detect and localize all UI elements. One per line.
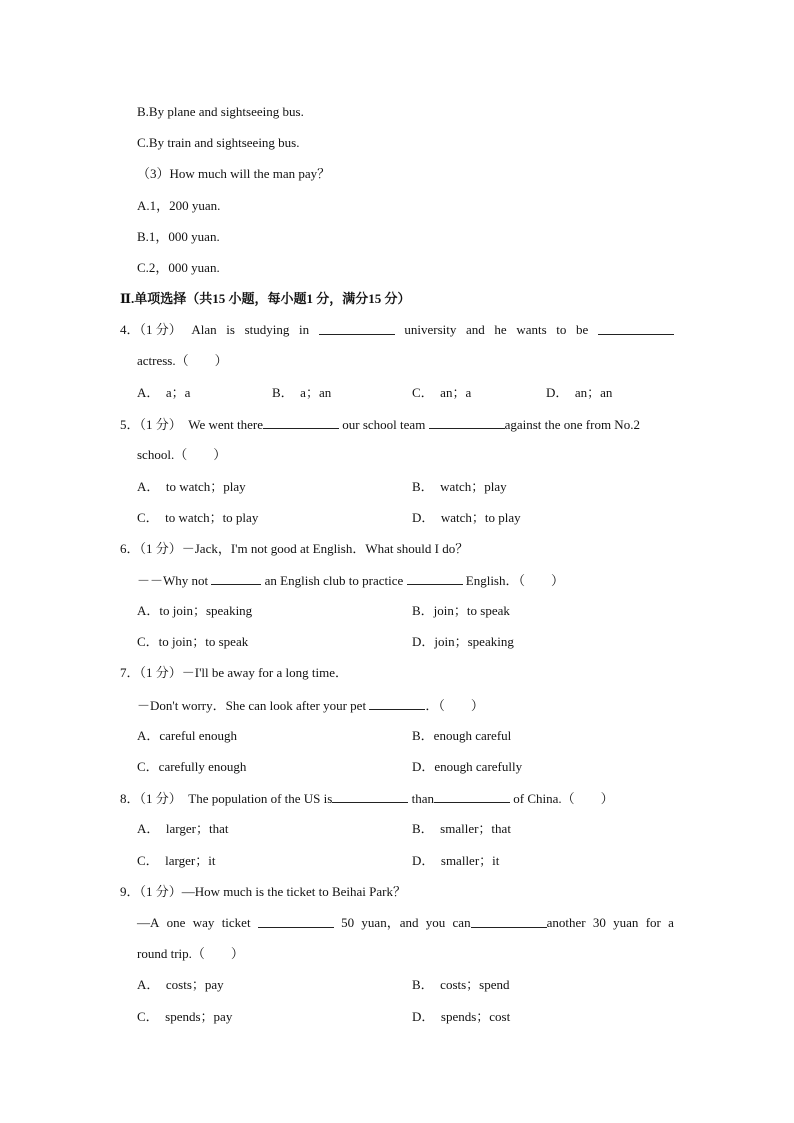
question-6-line2	[137, 572, 564, 589]
answer-blank[interactable]	[471, 915, 547, 928]
option-c[interactable]: C． spends；pay	[137, 1009, 233, 1024]
option-b[interactable]: B． costs；spend	[412, 977, 510, 992]
option-c[interactable]: C． an；a	[412, 385, 472, 400]
question-9-line1: 9．（1 分）—How much is the ticket to Beihai Park？	[120, 884, 406, 899]
question-text: ．（ ）	[425, 698, 484, 713]
option-c: C.By train and sightseeing bus.	[137, 135, 300, 150]
question-text: against the one from No.2	[504, 417, 640, 432]
section-title: Ⅱ.单项选择（共15 小题，每小题1 分，满分15 分）	[120, 291, 411, 306]
word: one	[166, 915, 186, 930]
option-c[interactable]: C．to join；to speak	[137, 634, 249, 649]
option-a[interactable]: A． costs；pay	[137, 977, 224, 992]
word: another	[546, 915, 586, 930]
question-7-line2	[137, 697, 484, 714]
question-number: 5．（1 分）	[120, 417, 182, 432]
answer-blank[interactable]	[598, 322, 674, 335]
option-c[interactable]: C．carefully enough	[137, 759, 247, 774]
word: way	[192, 915, 215, 930]
answer-blank[interactable]	[319, 322, 395, 335]
question-number: 8．（1 分）	[120, 791, 182, 806]
answer-blank[interactable]	[263, 416, 339, 429]
option-a[interactable]: A． to watch；play	[137, 479, 246, 494]
question-5-line1	[120, 416, 640, 433]
word: studying	[244, 322, 290, 337]
answer-blank[interactable]	[258, 915, 334, 928]
word: Alan	[191, 322, 217, 337]
question-9-line3: round trip.（ ）	[137, 946, 244, 961]
question-6-line1: 6．（1 分）－Jack，I'm not good at English．What should I do？	[120, 541, 469, 556]
option-d[interactable]: D．enough carefully	[412, 759, 523, 774]
option-d[interactable]: D．join；speaking	[412, 634, 514, 649]
word: yuan，and	[361, 915, 419, 930]
word-group	[453, 915, 586, 931]
question-text: than	[408, 791, 434, 806]
question-text: The population of the US is	[188, 791, 333, 806]
option-d[interactable]: D． watch；to play	[412, 510, 521, 525]
word: is	[226, 322, 235, 337]
question-text: an English club to practice	[261, 573, 407, 588]
option-c[interactable]: C． to watch；to play	[137, 510, 259, 525]
question-4-line2: actress.（ ）	[137, 353, 228, 368]
option-d[interactable]: D． spends；cost	[412, 1009, 511, 1024]
answer-blank[interactable]	[369, 697, 425, 710]
answer-blank[interactable]	[332, 790, 408, 803]
answer-blank[interactable]	[211, 572, 261, 585]
option-d[interactable]: D． smaller；it	[412, 853, 500, 868]
word: and	[466, 322, 485, 337]
option-b[interactable]: B．join；to speak	[412, 603, 510, 618]
option-d[interactable]: D． an；an	[546, 385, 613, 400]
option-b[interactable]: B． watch；play	[412, 479, 507, 494]
question-7-line1: 7．（1 分）－I'll be away for a long time．	[120, 665, 348, 680]
word: he	[494, 322, 507, 337]
word: for	[645, 915, 661, 930]
word: 50	[341, 915, 355, 930]
option-a: A.1，200 yuan.	[137, 198, 221, 213]
word: —A	[137, 915, 160, 930]
word: to	[556, 322, 567, 337]
question-8-line1	[120, 790, 614, 807]
word: in	[299, 322, 310, 337]
option-b[interactable]: B． smaller；that	[412, 821, 511, 836]
question-text: English．（ ）	[462, 573, 564, 588]
word: be	[576, 322, 589, 337]
question-5-line2: school.（ ）	[137, 447, 227, 462]
option-c: C.2，000 yuan.	[137, 260, 220, 275]
question-text: of China.（ ）	[509, 791, 614, 806]
word: you	[425, 915, 446, 930]
answer-blank[interactable]	[434, 790, 510, 803]
option-b[interactable]: B．enough careful	[412, 728, 512, 743]
word: wants	[516, 322, 547, 337]
word: can	[452, 915, 471, 930]
question-text: －－Why not	[137, 573, 212, 588]
word: ticket	[221, 915, 251, 930]
question-4-line1	[120, 322, 674, 338]
word: yuan	[613, 915, 639, 930]
option-b[interactable]: B． a；an	[272, 385, 332, 400]
option-b: B.By plane and sightseeing bus.	[137, 104, 304, 119]
question-text: －Don't worry．She can look after your pet	[137, 698, 370, 713]
word: 30	[592, 915, 606, 930]
question-number: 4．（1 分）	[120, 322, 182, 337]
question-text: our school team	[339, 417, 429, 432]
option-a[interactable]: A．careful enough	[137, 728, 237, 743]
answer-blank[interactable]	[429, 416, 505, 429]
word: university	[404, 322, 457, 337]
option-a[interactable]: A．to join；speaking	[137, 603, 253, 618]
answer-blank[interactable]	[407, 572, 463, 585]
question-text: We went there	[188, 417, 264, 432]
question-9-line2	[137, 915, 674, 931]
word: a	[668, 915, 674, 930]
option-a[interactable]: A． a；a	[137, 385, 191, 400]
sub-question-3: （3）How much will the man pay？	[137, 166, 331, 181]
option-b: B.1，000 yuan.	[137, 229, 220, 244]
option-c[interactable]: C． larger；it	[137, 853, 216, 868]
option-a[interactable]: A． larger；that	[137, 821, 229, 836]
